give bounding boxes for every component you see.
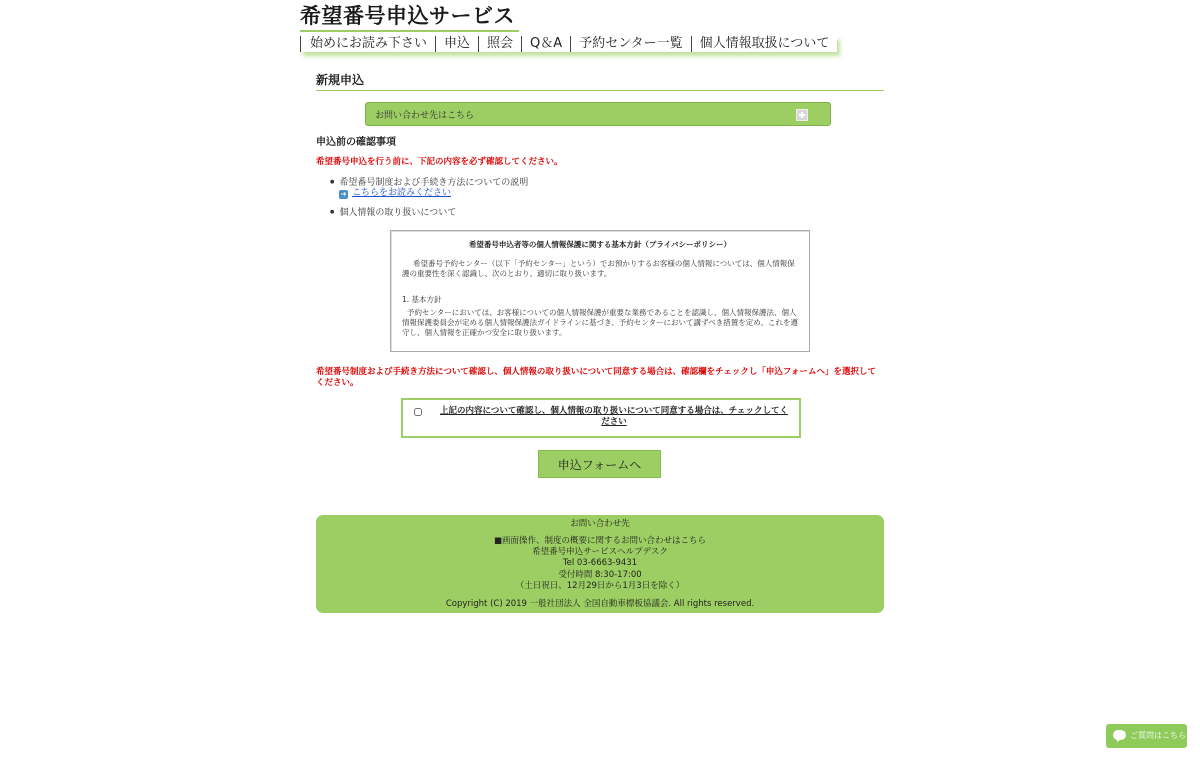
policy-intro: 希望番号予約センター（以下「予約センター」という）でお預かりするお客様の個人情報については、個人情報保護の重要性を深く認識し、次のとおり、適切に取り扱います。 xyxy=(402,259,795,278)
list-item-label: 個人情報の取り扱いについて xyxy=(339,208,457,218)
privacy-policy-box[interactable] xyxy=(390,230,810,352)
read-link-row xyxy=(339,187,451,199)
footer-copyright: Copyright (C) 2019 一般社団法人 全国自動車標板協議会. All rights reserved. xyxy=(445,599,755,609)
chat-widget-label: ご質問はこちら xyxy=(1130,731,1186,740)
app-title: 希望番号申込サービス xyxy=(300,2,519,32)
chat-widget-button[interactable] xyxy=(1106,724,1187,748)
policy-section-body: 予約センターにおいては、お客様についての個人情報保護が重要な業務であることを認識し、個人情報保護法、個人情報保護委員会が定める個人情報保護法ガイドラインに基づき、予約センターにおいて講ずべき措置を定め、これを遵守し、個人情報を正確かつ安全に取り扱います。 xyxy=(402,308,798,337)
page-title: 新規申込 xyxy=(316,72,884,91)
policy-title: 希望番号申込者等の個人情報保護に関する基本方針（プライバシーポリシー） xyxy=(468,240,732,249)
contact-accordion[interactable] xyxy=(365,102,831,126)
nav-item-apply[interactable]: 申込 xyxy=(435,36,478,52)
consent-box xyxy=(401,398,801,438)
footer-description: ■画面操作、制度の概要に関するお問い合わせはこちら xyxy=(493,536,707,546)
chat-bubble-icon xyxy=(1113,730,1126,740)
list-item-label: 希望番号制度および手続き方法についての説明 xyxy=(339,178,529,188)
contact-accordion-label: お問い合わせ先はこちら xyxy=(375,111,475,121)
apply-form-button[interactable]: 申込フォームへ xyxy=(538,450,661,478)
footer-hours: 受付時間 8:30-17:00 xyxy=(558,570,642,580)
warning-note: 希望番号申込を行う前に、下記の内容を必ず確認してください。 xyxy=(316,157,563,167)
consent-instruction-note: 希望番号制度および手続き方法について確認し、個人情報の取り扱いについて同意する場合は、確認欄をチェックし「申込フォームへ」を選択してください。 xyxy=(316,367,876,388)
footer-heading: お問い合わせ先 xyxy=(570,519,630,529)
consent-label[interactable]: 上記の内容について確認し、個人情報の取り扱いについて同意する場合は、チェックしてください xyxy=(440,406,788,427)
list-item xyxy=(330,206,456,219)
confirm-heading: 申込前の確認事項 xyxy=(316,137,396,148)
nav-item-centers[interactable]: 予約センター一覧 xyxy=(570,36,690,52)
footer-helpdesk: 希望番号申込サービスヘルプデスク xyxy=(532,547,668,557)
consent-checkbox[interactable] xyxy=(414,408,422,416)
nav-item-read-first[interactable]: 始めにお読み下さい xyxy=(300,36,435,52)
plus-icon[interactable] xyxy=(796,109,808,121)
footer-holidays: （土日祝日、12月29日から1月3日を除く） xyxy=(515,581,685,591)
footer-phone: Tel 03-6663-9431 xyxy=(562,558,638,568)
read-instructions-link[interactable]: こちらをお読みください xyxy=(352,188,452,198)
arrow-right-icon: ➜ xyxy=(340,190,347,198)
nav-item-inquiry[interactable]: 照会 xyxy=(478,36,521,52)
nav-item-privacy[interactable]: 個人情報取扱について xyxy=(691,36,838,52)
footer xyxy=(316,515,884,613)
nav-item-qa[interactable]: Q＆A xyxy=(521,36,570,52)
policy-section-title: 1. 基本方針 xyxy=(402,295,442,304)
main-nav xyxy=(300,36,837,52)
